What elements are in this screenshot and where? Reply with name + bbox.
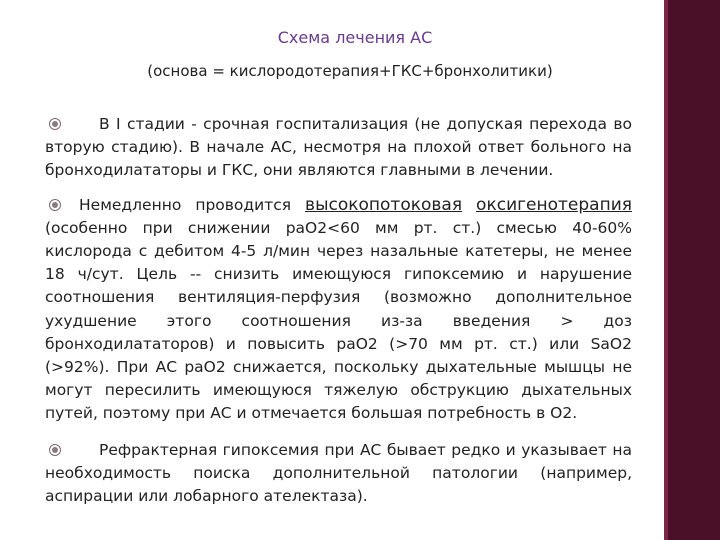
paragraph-2 bbox=[45, 194, 632, 426]
paragraph-2-rest: (особенно при снижении раО2<60 мм рт. ст.) смесью 40-60% кислорода с дебитом 4-5 л/мин через назальные катетеры, не менее 18 ч/сут. Цель -- снизить имеющуюся гипоксемию и нарушение соотношения вентиляция-перфузия (возможно дополнительное ухудшение этого соотношения из-за введения > доз бронходилататоров) и повысить раО2 (>70 мм рт. ст.) или SaO2 (>92%). При АС раО2 снижается, поскольку дыхательные мышцы не могут пересилить имеющуюся тяжелую обструкцию дыхательных путей, поэтому при АС и отмечается большая потребность в О2. bbox=[45, 218, 632, 423]
slide-subtitle: (основа = кислородотерапия+ГКС+бронхолитики) bbox=[147, 62, 553, 80]
slide-title: Схема лечения АС bbox=[277, 28, 433, 47]
circle-bullet-icon bbox=[49, 199, 61, 211]
circle-bullet-icon bbox=[49, 444, 61, 456]
circle-bullet-icon bbox=[49, 118, 61, 130]
paragraph-2-space bbox=[462, 196, 476, 214]
paragraph-2-emphasis-1: высокопотоковая bbox=[305, 194, 463, 215]
paragraph-1 bbox=[45, 113, 632, 183]
paragraph-3 bbox=[45, 439, 632, 509]
decorative-side-bar bbox=[668, 0, 720, 540]
paragraph-2-emphasis-2: оксигенотерапия bbox=[476, 194, 632, 215]
paragraph-2-lead: Немедленно проводится bbox=[79, 195, 306, 214]
paragraph-3-text: Рефрактерная гипоксемия при АС бывает редко и указывает на необходимость поиска дополнительной патологии (например, аспирации или лобарного ателектаза). bbox=[45, 440, 632, 506]
paragraph-1-text: В I стадии - срочная госпитализация (не допуская перехода во вторую стадию). В начале АС, несмотря на плохой ответ больного на бронходилататоры и ГКС, они являются главными в лечении. bbox=[45, 115, 632, 180]
slide-body bbox=[45, 113, 632, 519]
